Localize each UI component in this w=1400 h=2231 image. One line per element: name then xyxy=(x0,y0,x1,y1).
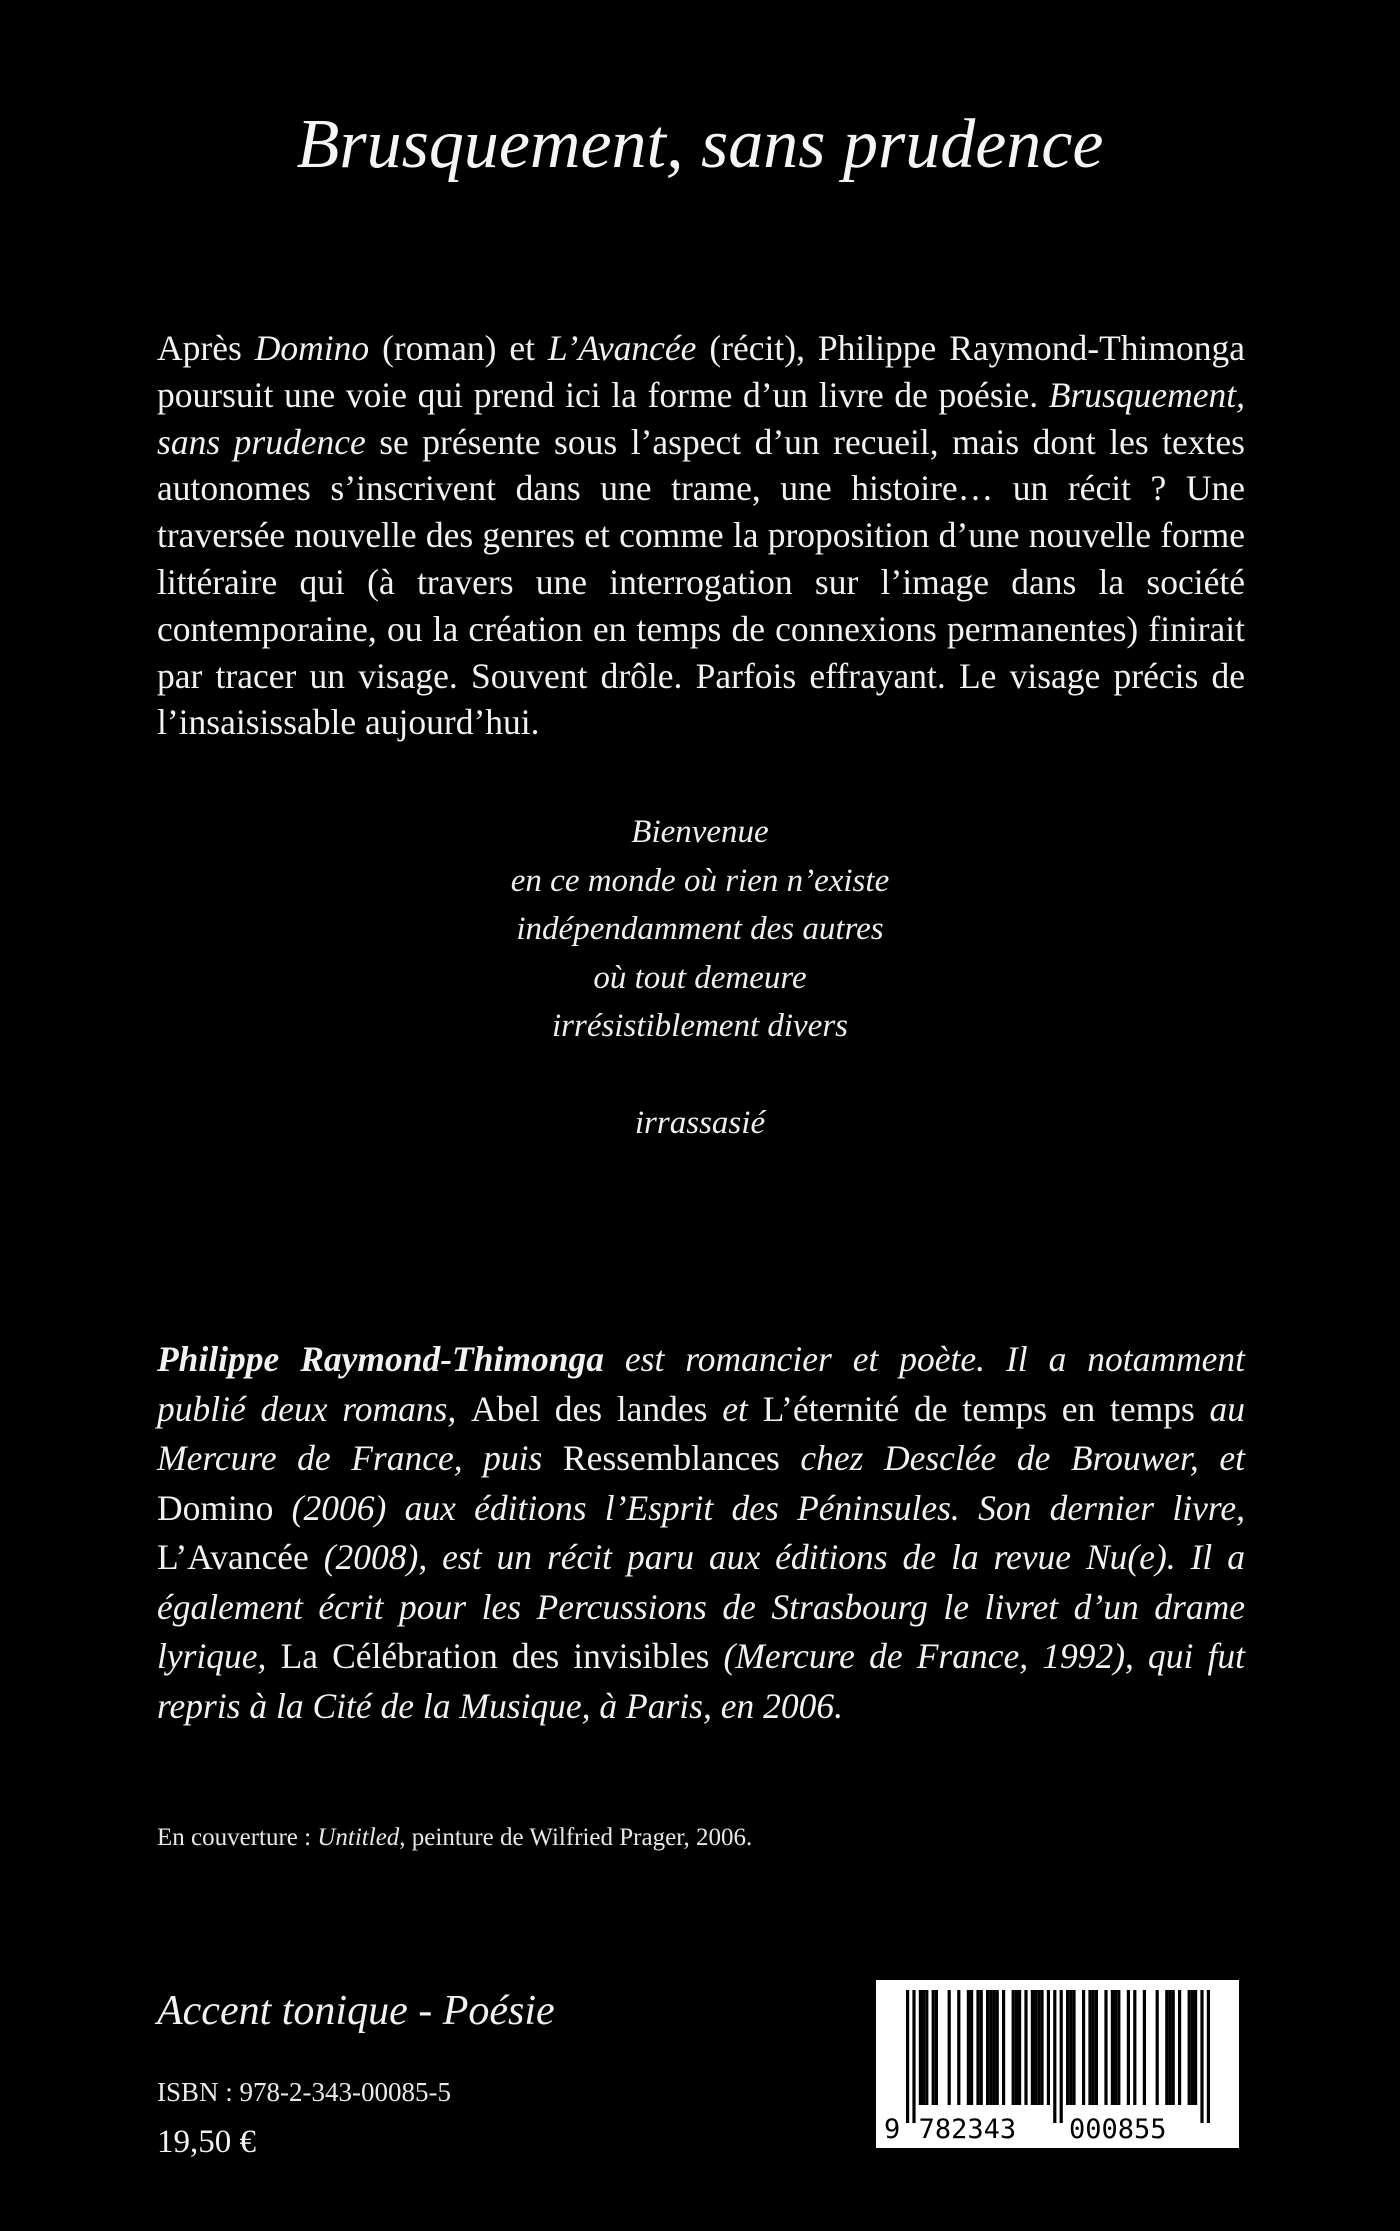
barcode-bar xyxy=(922,1990,925,2105)
barcode-bar xyxy=(1012,1990,1015,2105)
barcode-bar xyxy=(1066,1990,1069,2105)
barcode-digits-right: 000855 xyxy=(1069,2114,1167,2145)
barcode-bar xyxy=(1060,1990,1063,2123)
blurb-text: Après xyxy=(157,328,255,368)
barcode-bar xyxy=(1200,1990,1203,2123)
barcode-bar xyxy=(1143,1990,1146,2105)
barcode-bar xyxy=(1034,1990,1037,2105)
barcode-bar xyxy=(1072,1990,1075,2105)
blurb-title-domino: Domino xyxy=(254,328,370,368)
bio-work-title: L’éternité de temps en temps xyxy=(762,1388,1195,1429)
stanza-gap xyxy=(0,1051,1400,1099)
credit-text: En couverture : xyxy=(157,1824,318,1851)
poem-line: indépendamment des autres xyxy=(516,911,884,947)
bio-text: est romancier et poète. Il a notamment publié deux romans, xyxy=(157,1339,1245,1429)
barcode-graphic xyxy=(876,1980,1239,2148)
author-bio xyxy=(157,1335,1245,1731)
author-name: Philippe Raymond-Thimonga xyxy=(157,1339,604,1379)
barcode-bar xyxy=(1069,1990,1072,2105)
blurb-title-avancee: L’Avancée xyxy=(547,328,697,368)
poem-last-line: irrassasié xyxy=(634,1104,766,1141)
book-title: Brusquement, sans prudence xyxy=(296,106,1104,183)
barcode-digits-left: 782343 xyxy=(918,2114,1017,2145)
isbn: ISBN : 978-2-343-00085-5 xyxy=(157,2077,451,2107)
barcode-bar xyxy=(996,1990,999,2105)
blurb-text: (roman) et xyxy=(369,328,548,368)
cover-credit xyxy=(157,1822,752,1854)
barcode-bar xyxy=(1104,1990,1107,2105)
barcode-bar xyxy=(1207,1990,1210,2123)
bio-work-title: Abel des landes xyxy=(471,1388,708,1429)
barcode xyxy=(870,1974,1245,2154)
barcode-bar xyxy=(1040,1990,1043,2105)
barcode-bar xyxy=(1092,1990,1095,2105)
blurb-title-brusquement: Brusquement, sans prudence xyxy=(157,374,1245,462)
barcode-bar xyxy=(1168,1990,1171,2105)
poem-excerpt xyxy=(0,808,1400,1147)
blurb-paragraph xyxy=(157,325,1245,746)
bio-work-title: Ressemblances xyxy=(562,1438,780,1478)
barcode-bar xyxy=(967,1990,970,2105)
barcode-bar xyxy=(1015,1990,1018,2105)
barcode-bar xyxy=(1031,1990,1034,2105)
barcode-bar xyxy=(1127,1990,1130,2105)
barcode-bar xyxy=(957,1990,960,2105)
barcode-bar xyxy=(925,1990,928,2105)
barcode-bar xyxy=(919,1990,922,2105)
bio-work-title: Domino xyxy=(157,1487,274,1528)
bio-text: (2008), est un récit paru aux éditions de la revue Nu(e). Il a également écrit pour les Percussions de Strasbourg le livret d’un drame lyrique, xyxy=(157,1537,1245,1676)
collection-name: Accent tonique - Poésie xyxy=(157,1988,555,2034)
barcode-bar xyxy=(1188,1990,1191,2105)
barcode-bar xyxy=(906,1990,909,2123)
barcode-bar xyxy=(932,1990,935,2105)
barcode-bar xyxy=(1002,1990,1005,2105)
bio-text: et xyxy=(707,1388,763,1429)
bio-work-title: La Célébration des invisibles xyxy=(280,1636,710,1676)
barcode-bar xyxy=(1191,1990,1194,2105)
barcode-bar xyxy=(976,1990,979,2105)
barcode-bar xyxy=(948,1990,951,2105)
bio-text: (Mercure de France, 1992), qui fut repris à la Cité de la Musique, à Paris, en 2006. xyxy=(157,1636,1245,1726)
barcode-bar xyxy=(1018,1990,1021,2105)
barcode-bar xyxy=(935,1990,938,2105)
bio-text: (2006) aux éditions l’Esprit des Péninsules. Son dernier livre, xyxy=(273,1487,1245,1528)
blurb-text: (récit), Philippe Raymond-Thimonga poursuit une voie qui prend ici la forme d’un livre de poésie. xyxy=(157,328,1245,415)
credit-work: Untitled xyxy=(317,1824,400,1851)
barcode-digit-lead: 9 xyxy=(884,2114,901,2145)
barcode-bar xyxy=(1024,1990,1027,2105)
poem-line: en ce monde où rien n’existe xyxy=(510,862,890,899)
barcode-bar xyxy=(1165,1990,1168,2105)
credit-text: , peinture de Wilfried Prager, 2006. xyxy=(399,1824,753,1851)
bio-work-title: L’Avancée xyxy=(157,1537,309,1577)
barcode-bar xyxy=(970,1990,973,2105)
barcode-bar xyxy=(912,1990,915,2123)
blurb-text: se présente sous l’aspect d’un recueil, mais dont les textes autonomes s’inscrivent dans une trame, une histoire… un récit ? Une traversée nouvelle des genres et comme la proposition d’une nouvelle forme littéraire qui (à travers une interrogation sur l’image dans la société contemporaine, ou la création en temps de connexions permanentes) finirait par tracer un visage. Souvent drôle. Parfois effrayant. Le visage précis de l’insaisissable aujourd’hui. xyxy=(157,421,1245,743)
barcode-bar xyxy=(1114,1990,1117,2105)
price: 19,50 € xyxy=(157,2124,256,2160)
barcode-bar xyxy=(1156,1990,1159,2105)
poem-line: Bienvenue xyxy=(631,814,769,850)
barcode-bar xyxy=(980,1990,983,2105)
barcode-bar xyxy=(986,1990,989,2105)
barcode-bar xyxy=(1082,1990,1085,2105)
barcode-bar xyxy=(1111,1990,1114,2105)
barcode-bar xyxy=(1133,1990,1136,2105)
poem-line: irrésistiblement divers xyxy=(551,1008,849,1044)
bio-text: au Mercure de France, puis xyxy=(157,1388,1246,1478)
barcode-bar xyxy=(989,1990,992,2105)
barcode-bar xyxy=(1178,1990,1181,2105)
barcode-bar xyxy=(1095,1990,1098,2105)
barcode-bar xyxy=(1172,1990,1175,2105)
poem-line: où tout demeure xyxy=(593,959,807,996)
barcode-bar xyxy=(1194,1990,1197,2105)
barcode-bar xyxy=(1117,1990,1120,2105)
barcode-bar xyxy=(1088,1990,1091,2105)
bio-text: chez Desclée de Brouwer, et xyxy=(779,1438,1245,1478)
barcode-bar xyxy=(992,1990,995,2105)
barcode-bar xyxy=(1047,1990,1050,2105)
barcode-bar xyxy=(1037,1990,1040,2105)
barcode-bar xyxy=(1053,1990,1056,2123)
